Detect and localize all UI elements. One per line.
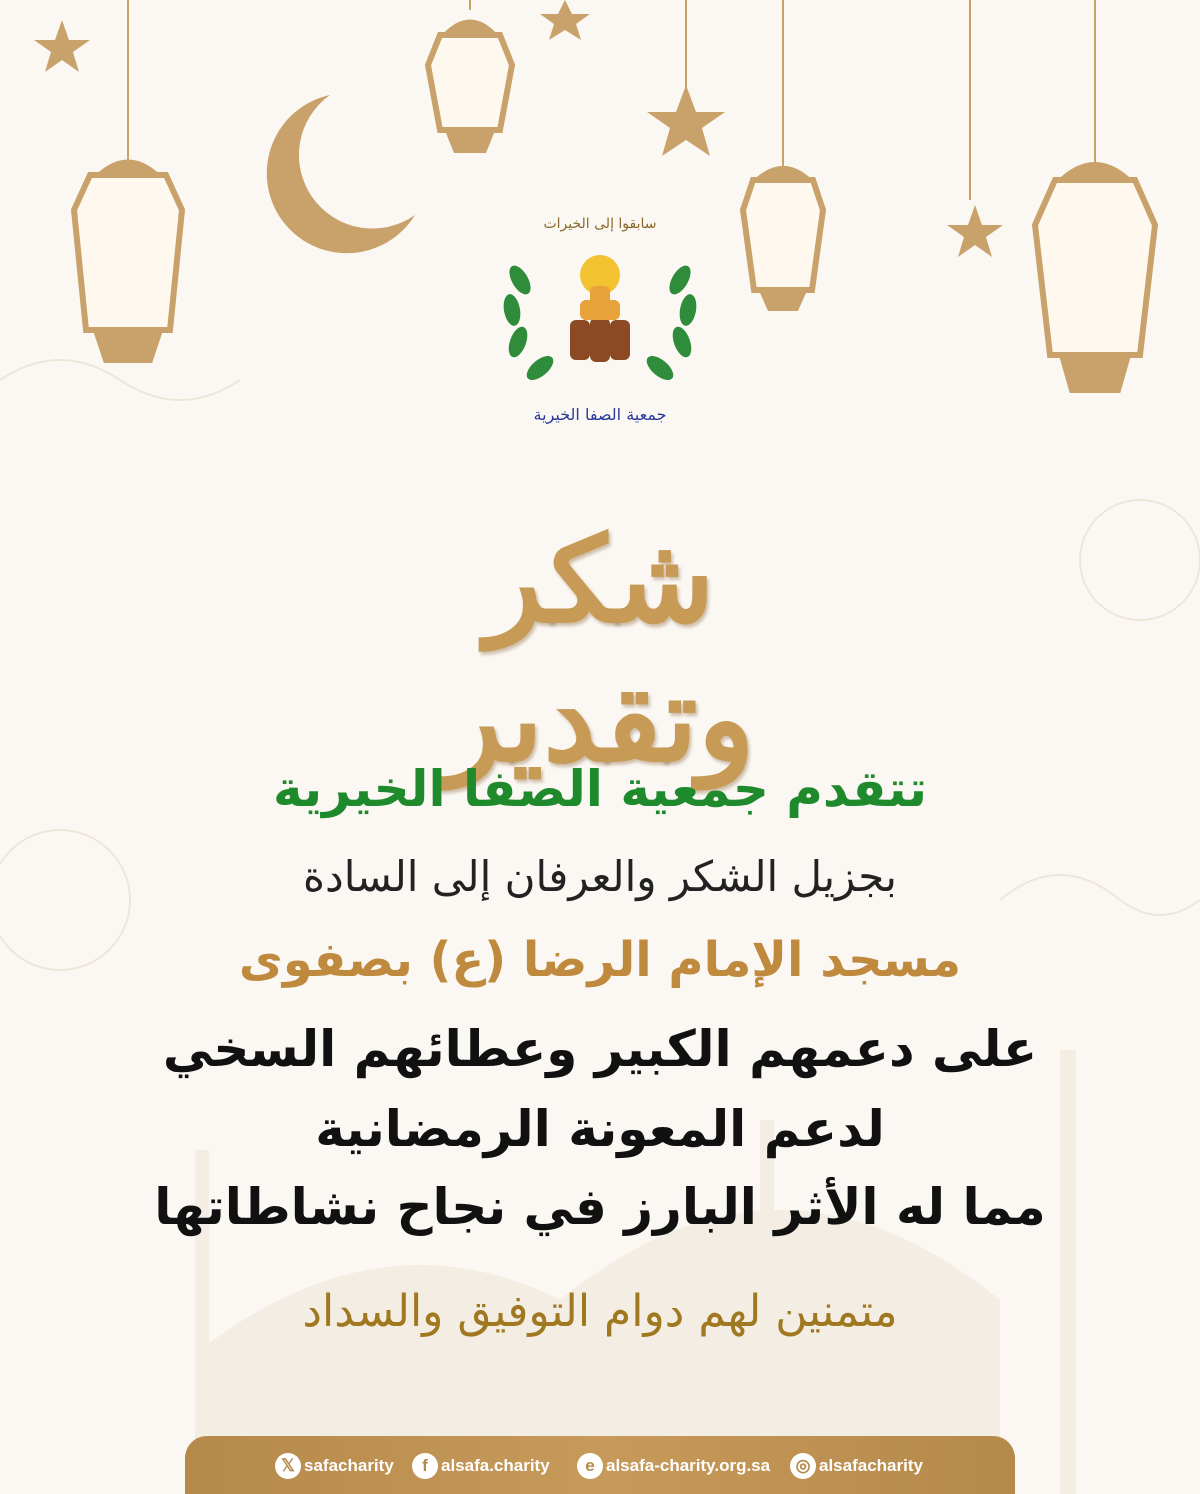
purpose-line: لدعم المعونة الرمضانية: [315, 1100, 885, 1158]
facebook-handle: alsafa.charity: [441, 1456, 550, 1475]
lantern-icon: [1035, 165, 1155, 390]
organization-logo: [490, 200, 710, 440]
social-facebook[interactable]: [412, 1448, 550, 1484]
social-instagram[interactable]: [790, 1448, 923, 1484]
lantern-icon: [74, 163, 182, 361]
instagram-handle: alsafacharity: [819, 1456, 923, 1475]
calligraphy-title: [360, 470, 840, 788]
calligraphy-title-text: شكر وتقدير: [445, 510, 755, 788]
web-icon: e: [577, 1453, 603, 1479]
social-website[interactable]: [577, 1448, 770, 1484]
recipient-line: مسجد الإمام الرضا (ع) بصفوى: [238, 932, 962, 988]
instagram-icon: ◎: [790, 1453, 816, 1479]
x-handle: safacharity: [304, 1456, 394, 1475]
wishes-line: متمنين لهم دوام التوفيق والسداد: [302, 1286, 898, 1337]
facebook-icon: f: [412, 1453, 438, 1479]
impact-line: مما له الأثر البارز في نجاح نشاطاتها: [154, 1178, 1046, 1236]
support-line: على دعمهم الكبير وعطائهم السخي: [162, 1020, 1038, 1078]
organization-line: تتقدم جمعية الصفا الخيرية: [273, 760, 927, 818]
svg-text:جمعية الصفا الخيرية: جمعية الصفا الخيرية: [533, 405, 667, 424]
svg-text:سابقوا إلى الخيرات: سابقوا إلى الخيرات: [543, 216, 657, 232]
social-x[interactable]: [275, 1448, 394, 1484]
x-icon: 𝕏: [275, 1453, 301, 1479]
lantern-icon: [428, 23, 512, 151]
crescent-moon-icon: [864, 62, 945, 147]
website-handle: alsafa-charity.org.sa: [606, 1456, 771, 1475]
crescent-moon-icon: [267, 95, 415, 253]
lantern-icon: [743, 169, 823, 308]
gratitude-line: بجزيل الشكر والعرفان إلى السادة: [303, 852, 897, 901]
